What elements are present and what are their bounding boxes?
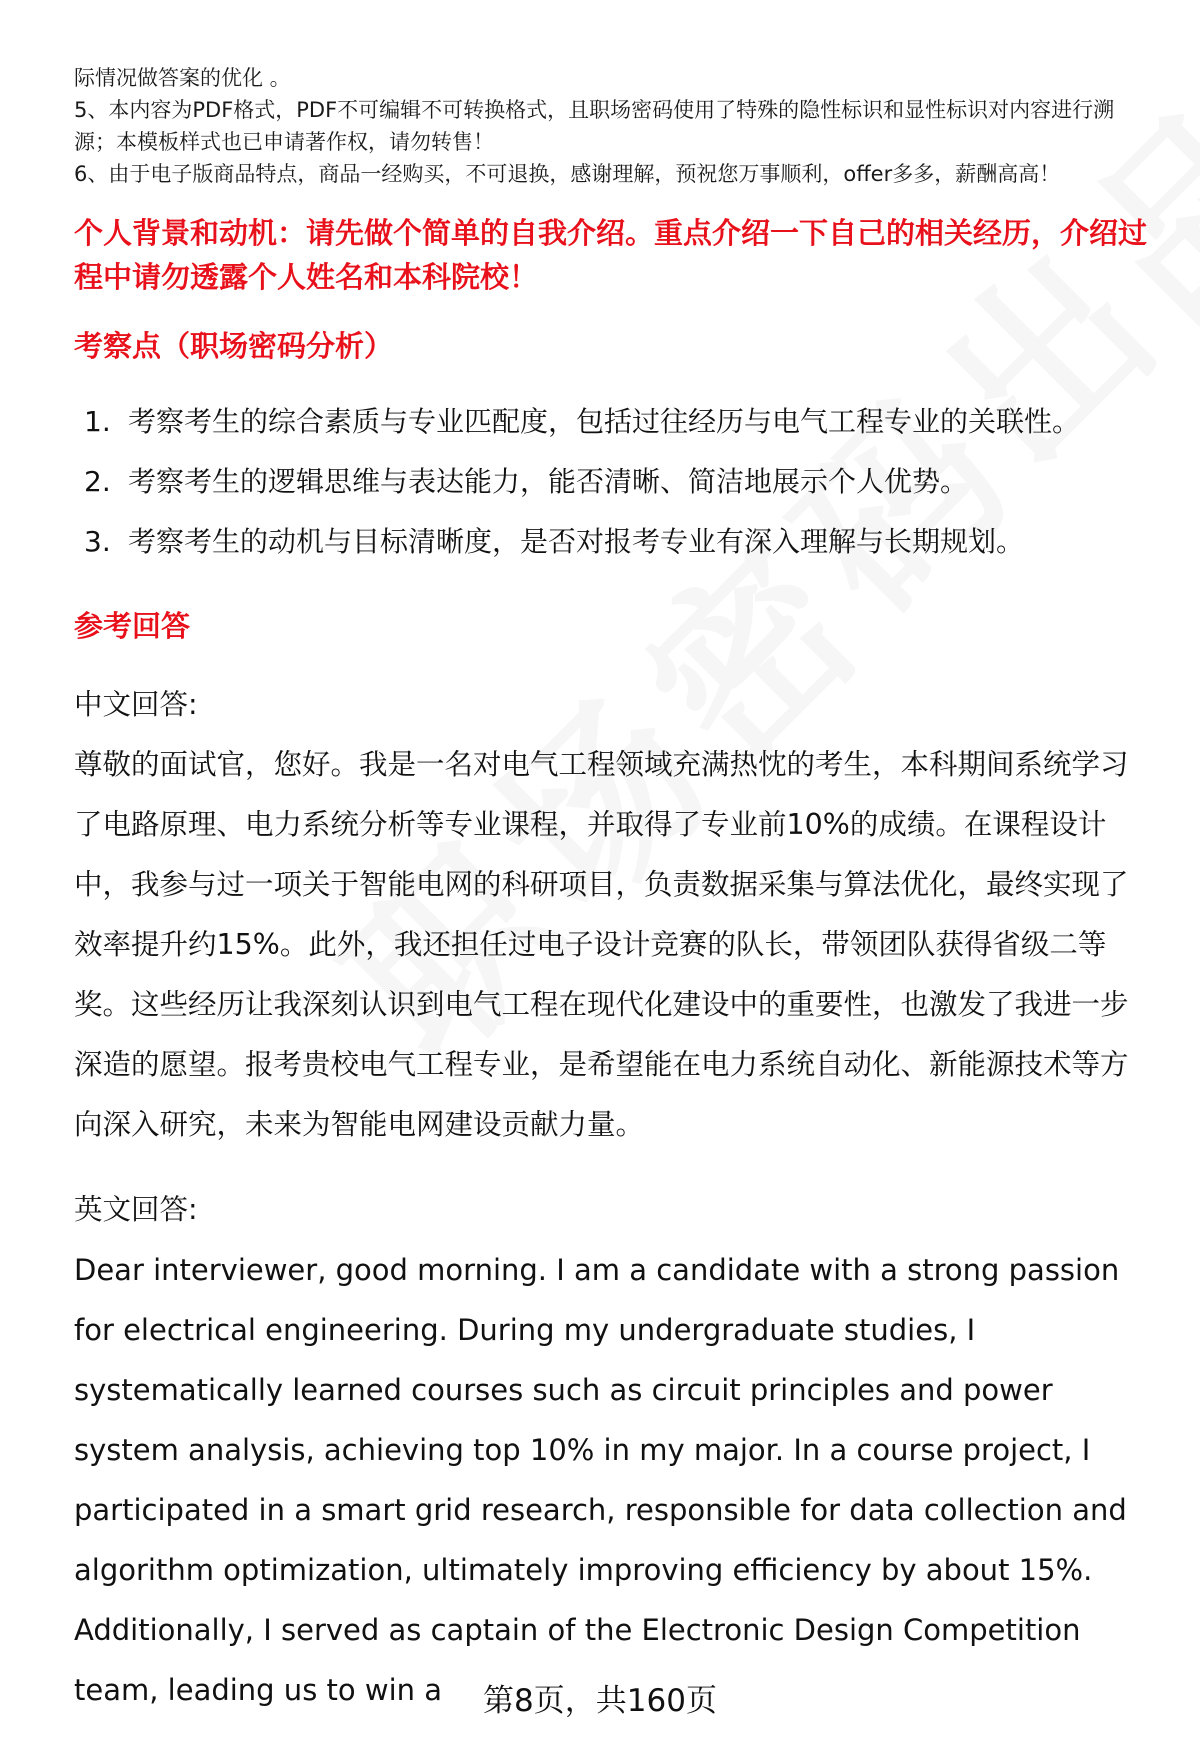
- note-continuation: 际情况做答案的优化 。: [74, 66, 291, 90]
- chinese-answer-label: 中文回答:: [74, 688, 198, 721]
- assessment-point: [84, 402, 1144, 462]
- page-number: 第8页，共160页: [483, 1683, 717, 1719]
- point-text: 考察考生的逻辑思维与表达能力，能否清晰、简洁地展示个人优势。: [128, 465, 969, 498]
- english-answer-text: Dear interviewer, good morning. I am a candidate with a strong passion for electrical engineering. During my undergraduate studies, I systematically learned courses such as circuit principles and power system analysis, achieving top 10% in my major. In a course project, I participated in a smart grid research, responsible for data collection and algorithm optimization, ultimately improving efficiency by about 15%. Additionally, I served as captain of the Electronic Design Competition team, leading us to win a: [74, 1253, 1127, 1707]
- assessment-point: [84, 522, 1144, 582]
- point-number: 1.: [84, 405, 111, 438]
- question-title: 个人背景和动机：请先做个简单的自我介绍。重点介绍一下自己的相关经历，介绍过程中请勿透露个人姓名和本科院校！: [74, 216, 1148, 294]
- point-number: 2.: [84, 465, 111, 498]
- note-item-6: 6、由于电子版商品特点，商品一经购买，不可退换，感谢理解，预祝您万事顺利，offer多多，薪酬高高！: [74, 162, 1061, 186]
- point-text: 考察考生的动机与目标清晰度，是否对报考专业有深入理解与长期规划。: [128, 525, 1025, 558]
- assessment-title: 考察点（职场密码分析）: [74, 329, 394, 363]
- assessment-points-list: [84, 402, 1144, 582]
- note-item-5: 5、本内容为PDF格式，PDF不可编辑不可转换格式，且职场密码使用了特殊的隐性标识和显性标识对内容进行溯源；本模板样式也已申请著作权，请勿转售！: [74, 98, 1115, 154]
- english-answer-label: 英文回答:: [74, 1193, 198, 1226]
- point-number: 3.: [84, 525, 111, 558]
- chinese-answer-text: 尊敬的面试官，您好。我是一名对电气工程领域充满热忱的考生，本科期间系统学习了电路原理、电力系统分析等专业课程，并取得了专业前10%的成绩。在课程设计中，我参与过一项关于智能电网的科研项目，负责数据采集与算法优化，最终实现了效率提升约15%。此外，我还担任过电子设计竞赛的队长，带领团队获得省级二等奖。这些经历让我深刻认识到电气工程在现代化建设中的重要性，也激发了我进一步深造的愿望。报考贵校电气工程专业，是希望能在电力系统自动化、新能源技术等方向深入研究，未来为智能电网建设贡献力量。: [74, 748, 1129, 1141]
- assessment-point: [84, 462, 1144, 522]
- notes-section: [74, 62, 1154, 190]
- point-text: 考察考生的综合素质与专业匹配度，包括过往经历与电气工程专业的关联性。: [128, 405, 1081, 438]
- reference-answer-title: 参考回答: [74, 609, 191, 643]
